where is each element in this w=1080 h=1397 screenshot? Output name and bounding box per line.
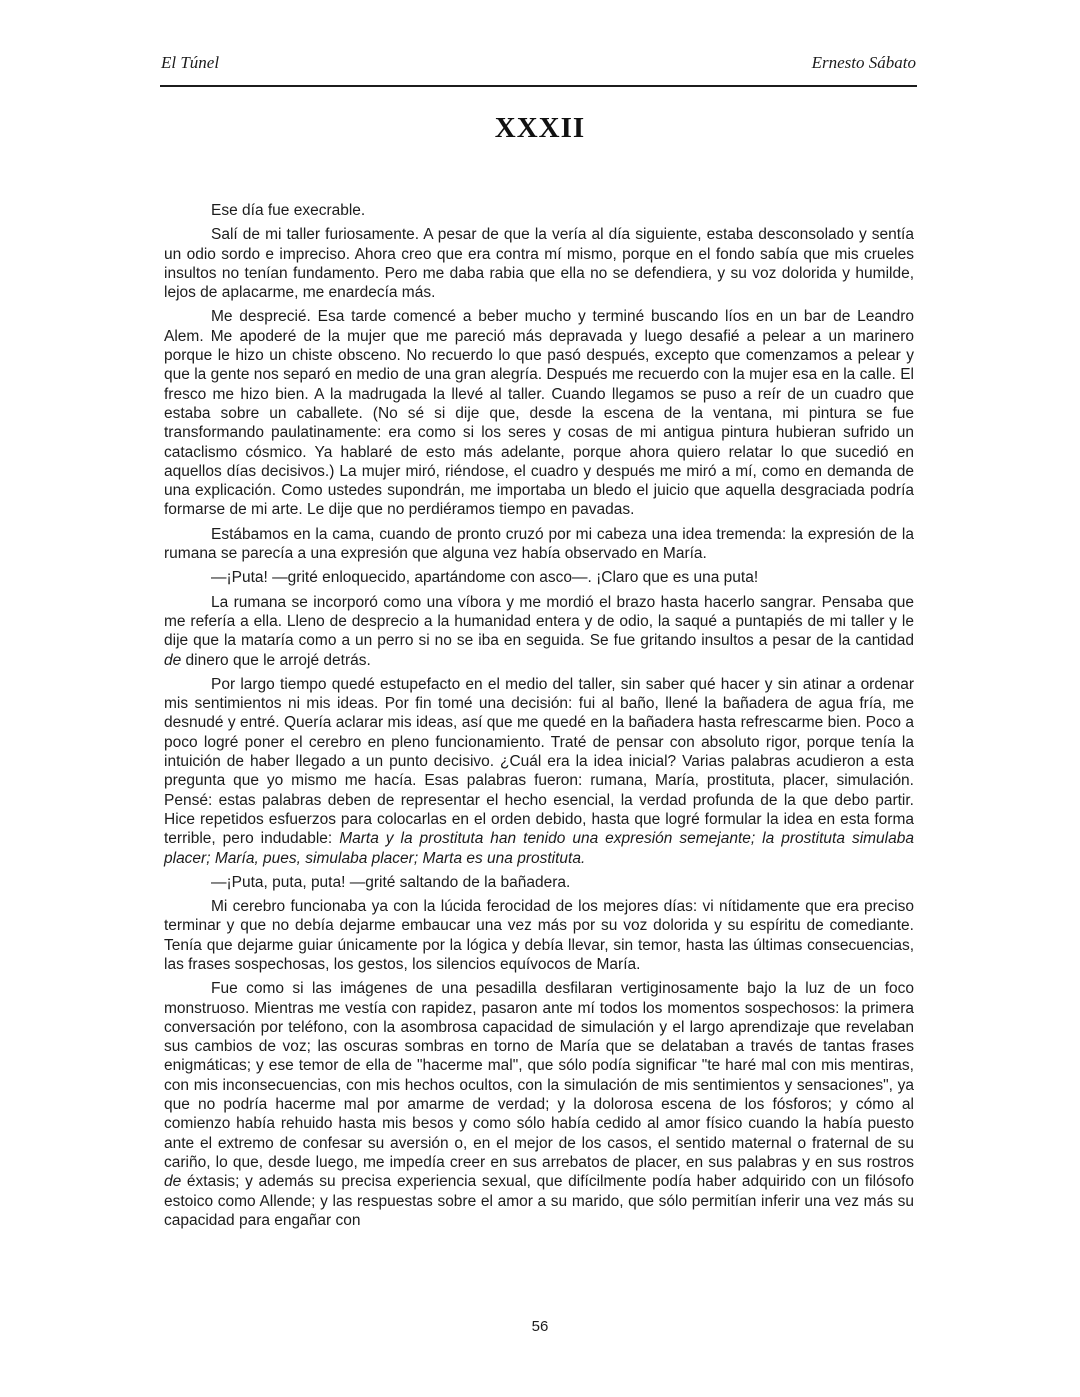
text-run: Salí de mi taller furiosamente. A pesar de que la vería al día siguiente, estaba desconsolado y sentía un odio sordo e impreciso. Ahora creo que era contra mí mismo, porque en el fondo sabía que mis crueles insultos no tenían fundamento. Pero me daba rabia que ella no se defendiera, y su voz dolorida y humilde, lejos de aplacarme, me enardecía más. [164, 226, 914, 302]
text-run: La rumana se incorporó como una víbora y me mordió el brazo hasta hacerlo sangrar. Pensaba que me refería a ella. Lleno de desprecio a la humanidad entera y de odio, la saqué a puntapiés de mi taller y le dije que la mataría como a un perro si no se iba en seguida. Se fue gritando insultos a pesar de la cantidad [164, 593, 914, 650]
text-run: Estábamos en la cama, cuando de pronto cruzó por mi cabeza una idea tremenda: la expresión de la rumana se parecía a una expresión que alguna vez había observado en María. [164, 525, 914, 563]
text-run-italic: de [164, 1173, 182, 1191]
paragraph [164, 979, 914, 1230]
header-book-title: El Túnel [161, 53, 220, 72]
text-run: Fue como si las imágenes de una pesadilla desfilaran vertiginosamente bajo la luz de un foco monstruoso. Mientras me vestía con rapidez, pasaron ante mí todos los momentos sospechosos: la primera conversación por teléfono, con la asombrosa capacidad de simulación y el largo aprendizaje que revelaban sus cambios de voz; las oscuras sombras en torno de María que se delataban a través de tantas frases enigmáticas; y ese temor de ella de "hacerme mal", que sólo podía significar "te haré mal con mis mentiras, con mis inconsecuencias, con mis hechos ocultos, con la simulación de mis sentimientos y sensaciones", ya que no podría hacerme mal por amarme de verdad; y la dolorosa escena de los fósforos; y cómo al comienzo había rehuido hasta mis besos y como sólo había cedido al amor físico cuando la había puesto ante el extremo de confesar su aversión o, en el mejor de los casos, el sentido maternal o fraternal de su cariño, lo que, desde luego, me impedía creer en sus arrebatos de placer, en sus palabras y en sus rostros [164, 980, 914, 1171]
chapter-title: XXXII [494, 112, 586, 144]
text-run: éxtasis; y además su precisa experiencia sexual, que difícilmente podía haber adquirido con un filósofo estoico como Allende; y las respuestas sobre el amor a su marido, que sólo permitían inferir una vez más su capacidad para engañar con [164, 1173, 914, 1229]
text-run-italic: Marta y la prostituta han tenido una expresión semejante; la prostituta simulaba placer; María, pues, simulaba placer; Marta es una prostituta. [164, 830, 914, 867]
paragraph [164, 568, 914, 587]
header-author: Ernesto Sábato [811, 53, 916, 72]
paragraph [164, 525, 914, 564]
page-number: 56 [531, 1318, 549, 1335]
text-run: Por largo tiempo quedé estupefacto en el medio del taller, sin saber qué hacer y sin atinar a ordenar mis sentimientos ni mis ideas. Por fin tomé una decisión: fui al baño, llené la bañadera de agua fría, me desnudé y entré. Quería aclarar mis ideas, así que me quedé en la bañadera hasta refrescarme bien. Poco a poco logré poner el cerebro en pleno funcionamiento. Traté de pensar con absoluto rigor, porque tenía la intuición de haber llegado a un punto decisivo. ¿Cuál era la idea inicial? Varias palabras acudieron a esta pregunta que yo mismo me hacía. Esas palabras fueron: rumana, María, prostituta, placer, simulación. Pensé: estas palabras deben de representar el hecho esencial, la verdad profunda de la que debo partir. Hice repetidos esfuerzos para colocarlas en el orden debido, hasta que logré formular la idea en esta forma terrible, pero indudable: [164, 675, 914, 848]
text-run: —¡Puta, puta, puta! —grité saltando de la bañadera. [211, 873, 571, 891]
paragraph [164, 201, 914, 220]
text-run: dinero que le arrojé detrás. [181, 651, 371, 669]
text-run: —¡Puta! —grité enloquecido, apartándome con asco—. ¡Claro que es una puta! [211, 569, 759, 587]
text-run-italic: de [164, 651, 182, 669]
paragraph [164, 593, 914, 670]
page-body [164, 201, 914, 1235]
paragraph [164, 225, 914, 302]
paragraph [164, 873, 914, 892]
text-run: Mi cerebro funcionaba ya con la lúcida ferocidad de los mejores días: vi nítidamente que era preciso terminar y que no debía dejarme embaucar una vez más por su voz dolorida y su espíritu de comediante. Tenía que dejarme guiar únicamente por la lógica y debía llevar, sin temor, hasta las últimas consecuencias, las frases sospechosas, los gestos, los silencios equívocos de María. [164, 898, 914, 973]
text-run: Ese día fue execrable. [211, 202, 366, 219]
header-divider [160, 85, 917, 87]
paragraph [164, 675, 914, 868]
text-run: Me desprecié. Esa tarde comencé a beber mucho y terminé buscando líos en un bar de Leandro Alem. Me apoderé de la mujer que me pareció más depravada y luego desafié a pelear a un marinero porque le hizo un chiste obsceno. No recuerdo lo que pasó después, excepto que comenzamos a pelear y que la gente nos separó en medio de una gran alegría. Después me recuerdo con la mujer esa en la calle. El fresco me hizo bien. A la madrugada la llevé al taller. Cuando llegamos se puso a reír de un cuadro que estaba sobre un caballete. (No sé si dije que, desde la escena de la ventana, mi pintura se fue transformando paulatinamente: era como si los seres y cosas de mi antigua pintura hubieran sufrido un cataclismo cósmico. Ya hablaré de esto más adelante, porque ahora quiero relatar lo que sucedió en aquellos días decisivos.) La mujer miró, riéndose, el cuadro y después me miró a mí, como en demanda de una explicación. Como ustedes supondrán, me importaba un bledo el juicio que aquella desgraciada podría formarse de mi arte. Le dije que no perdiéramos tiempo en pavadas. [164, 308, 914, 519]
running-header [161, 53, 916, 73]
paragraph [164, 897, 914, 974]
paragraph [164, 307, 914, 519]
